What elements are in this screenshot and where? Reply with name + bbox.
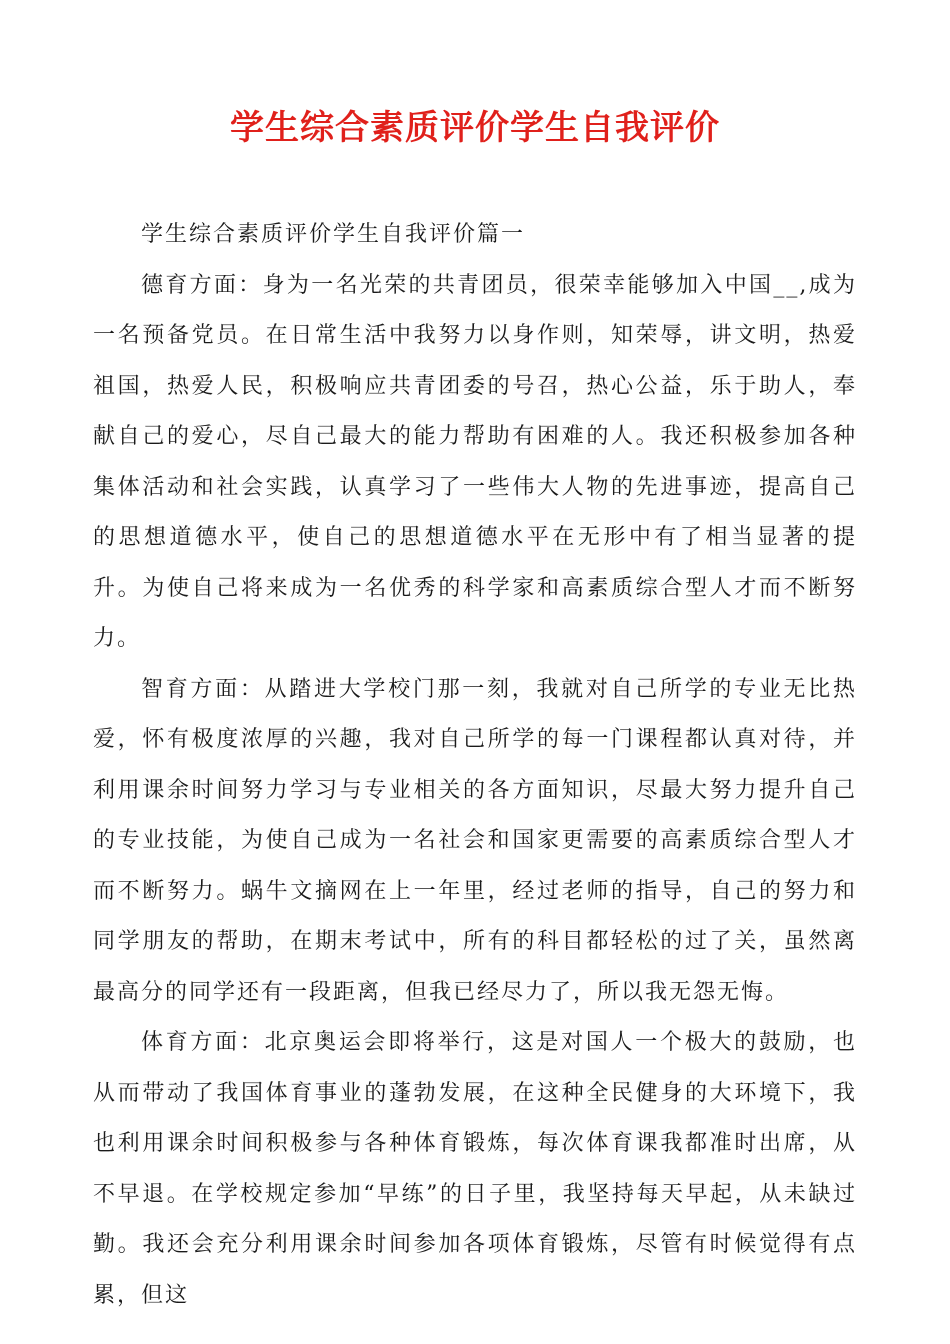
paragraph-physical-education: 体育方面：北京奥运会即将举行，这是对国人一个极大的鼓励，也从而带动了我国体育事业的蓬勃发展，在这种全民健身的大环境下，我也利用课余时间积极参与各种体育锻炼，每次体育课我都准时出席，从不早退。在学校规定参加“早练”的日子里，我坚持每天早起，从未缺过勤。我还会充分利用课余时间参加各项体育锻炼，尽管有时候觉得有点累，但这	[93, 1030, 857, 1308]
paragraph-moral-education: 德育方面：身为一名光荣的共青团员，很荣幸能够加入中国__,成为一名预备党员。在日常生活中我努力以身作则，知荣辱，讲文明，热爱祖国，热爱人民，积极响应共青团委的号召，热心公益，乐于助人，奉献自己的爱心，尽自己最大的能力帮助有困难的人。我还积极参加各种集体活动和社会实践，认真学习了一些伟大人物的先进事迹，提高自己的思想道德水平，使自己的思想道德水平在无形中有了相当显著的提升。为使自己将来成为一名优秀的科学家和高素质综合型人才而不断努力。	[93, 272, 857, 651]
document-title: 学生综合素质评价学生自我评价	[230, 108, 720, 148]
section-heading: 学生综合素质评价学生自我评价篇一	[141, 222, 526, 247]
document-body	[93, 210, 857, 1321]
paragraph-intellectual-education: 智育方面：从踏进大学校门那一刻，我就对自己所学的专业无比热爱，怀有极度浓厚的兴趣，我对自己所学的每一门课程都认真对待，并利用课余时间努力学习与专业相关的各方面知识，尽最大努力提升自己的专业技能，为使自己成为一名社会和国家更需要的高素质综合型人才而不断努力。蜗牛文摘网在上一年里，经过老师的指导，自己的努力和同学朋友的帮助，在期末考试中，所有的科目都轻松的过了关，虽然离最高分的同学还有一段距离，但我已经尽力了，所以我无怨无悔。	[93, 676, 857, 1005]
